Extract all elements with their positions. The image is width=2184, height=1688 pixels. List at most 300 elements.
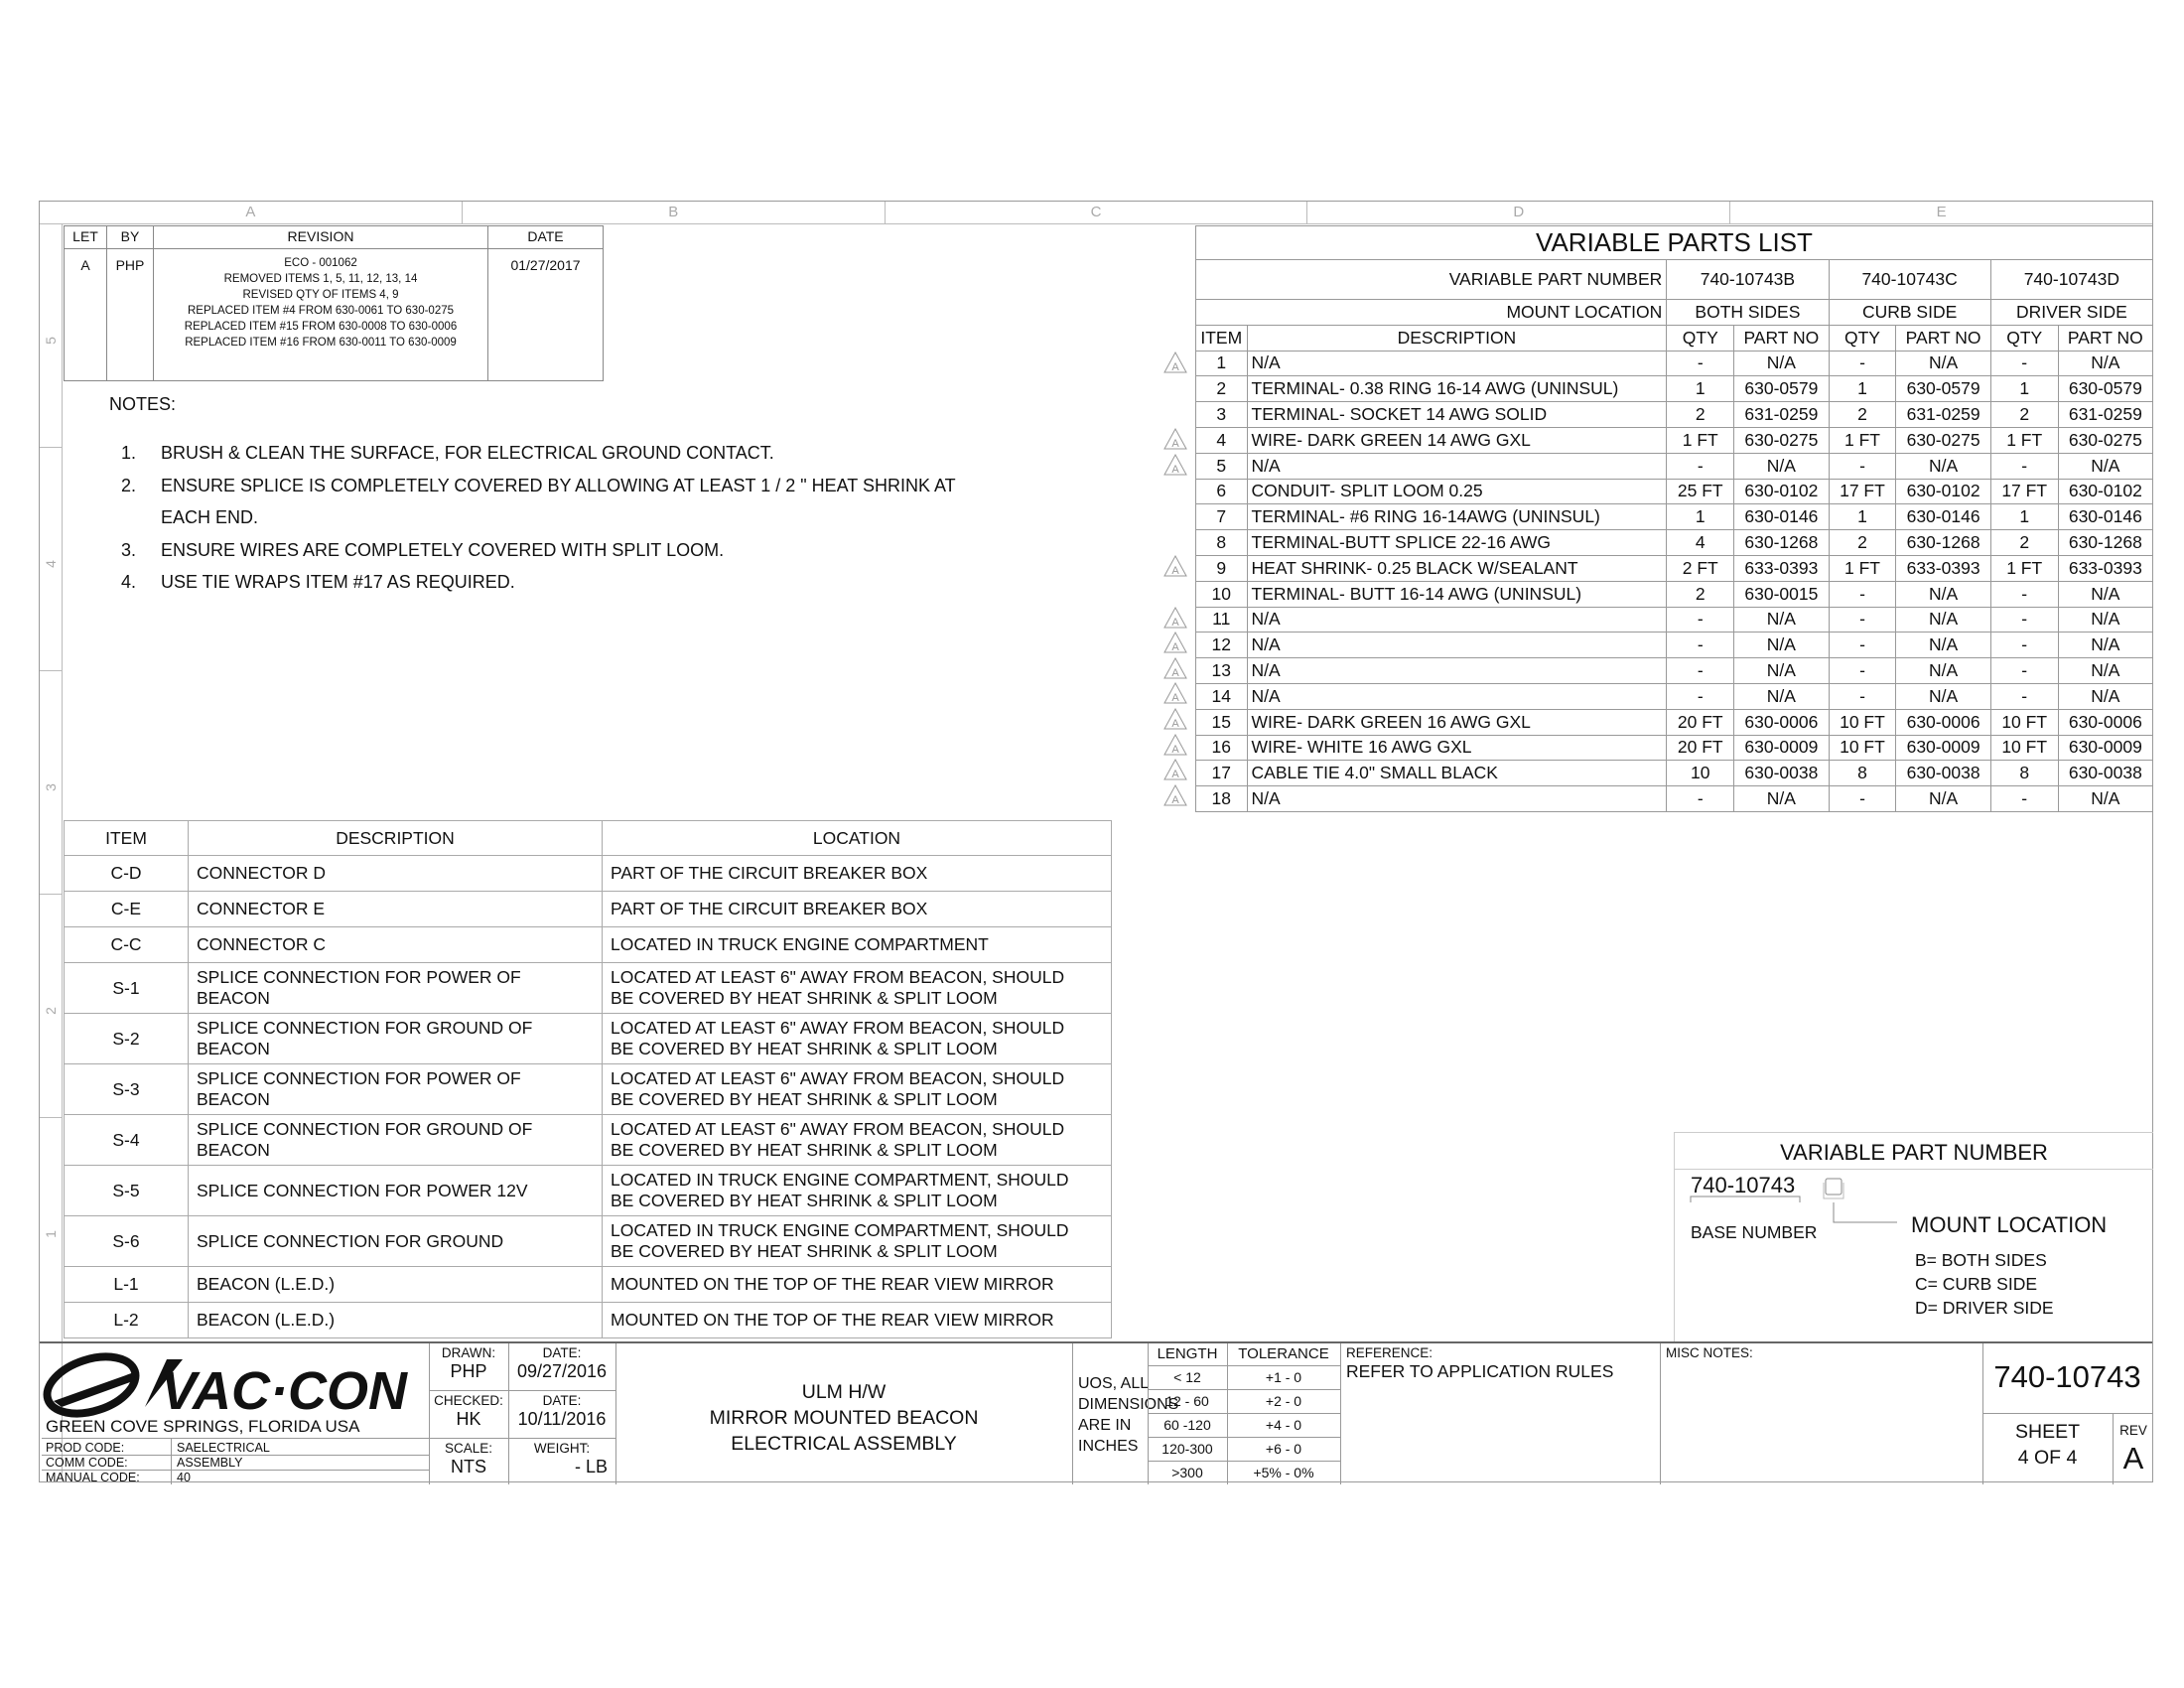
- vpl-item-number: 11: [1196, 607, 1248, 633]
- vpl-part-no: 633-0393: [1734, 555, 1829, 581]
- vpl-title: VARIABLE PARTS LIST: [1196, 226, 2153, 260]
- connection-table: [64, 820, 1112, 1338]
- conn-location: [603, 1303, 1112, 1338]
- vpl-part-no: 630-0146: [1734, 504, 1829, 530]
- vpl-col-part: PART NO: [1734, 325, 1829, 351]
- connection-row: [65, 856, 1112, 892]
- vpl-qty: -: [1990, 453, 2058, 479]
- delta-letter: A: [1171, 794, 1179, 807]
- vpl-row: [1196, 786, 2153, 812]
- vpl-item-number: 6: [1196, 479, 1248, 504]
- vpl-qty: -: [1990, 658, 2058, 684]
- vpl-item-description: TERMINAL- BUTT 16-14 AWG (UNINSUL): [1247, 581, 1667, 607]
- rule: [171, 1438, 172, 1484]
- units-line: UOS, ALL: [1078, 1375, 1150, 1392]
- conn-location-line: LOCATED AT LEAST 6" AWAY FROM BEACON, SHOULD: [611, 1068, 1065, 1088]
- conn-location-line: LOCATED AT LEAST 6" AWAY FROM BEACON, SHOULD: [611, 1119, 1065, 1139]
- conn-location-line: LOCATED IN TRUCK ENGINE COMPARTMENT, SHOULD: [611, 1170, 1069, 1190]
- conn-location: [603, 1014, 1112, 1064]
- vpl-part-no: 630-0038: [2058, 761, 2152, 786]
- drawing-title: [615, 1379, 1072, 1457]
- vpl-part-no: N/A: [1734, 658, 1829, 684]
- units-line: INCHES: [1078, 1438, 1139, 1455]
- zone-label: C: [886, 202, 1308, 223]
- conn-description: SPLICE CONNECTION FOR POWER OF BEACON: [189, 963, 603, 1014]
- conn-location-line: LOCATED IN TRUCK ENGINE COMPARTMENT: [611, 934, 989, 954]
- vpl-qty: 1: [1990, 504, 2058, 530]
- rule: [1148, 1365, 1340, 1366]
- vpl-qty: 2: [1667, 402, 1734, 428]
- vpl-part-no: N/A: [1896, 581, 1990, 607]
- vpl-col-qty: QTY: [1667, 325, 1734, 351]
- rev-date: 01/27/2017: [488, 249, 604, 381]
- vpl-qty: 1 FT: [1829, 555, 1896, 581]
- vpn-ml-title: MOUNT LOCATION: [1911, 1212, 2108, 1237]
- vpl-part-no: N/A: [1734, 786, 1829, 812]
- code-label: MANUAL CODE:: [46, 1471, 140, 1484]
- vpl-col-qty: QTY: [1829, 325, 1896, 351]
- rule: [42, 1438, 429, 1439]
- revision-delta-icon: [1163, 759, 1187, 780]
- vpl-part-no: 630-0009: [1896, 735, 1990, 761]
- vpl-item-description: TERMINAL-BUTT SPLICE 22-16 AWG: [1247, 530, 1667, 556]
- note-number: 4.: [121, 572, 137, 593]
- revision-delta-icon: [1163, 734, 1187, 756]
- code-label: PROD CODE:: [46, 1441, 125, 1455]
- vpl-part-no: N/A: [2058, 351, 2152, 376]
- rule: [429, 1390, 615, 1391]
- delta-letter: A: [1171, 743, 1179, 756]
- note-item: [121, 534, 956, 567]
- conn-location-line: PART OF THE CIRCUIT BREAKER BOX: [611, 899, 928, 918]
- vpl-qty: 2: [1829, 402, 1896, 428]
- vpl-part-no: N/A: [1734, 633, 1829, 658]
- rule: [2113, 1413, 2114, 1484]
- delta-letter: A: [1171, 666, 1179, 679]
- zone-label: 2: [43, 1007, 59, 1015]
- rev-header-by: BY: [107, 226, 154, 249]
- vpl-item-number: 4: [1196, 427, 1248, 453]
- conn-location: [603, 927, 1112, 963]
- zone-label: 1: [43, 1230, 59, 1238]
- vpl-part-no: N/A: [1896, 786, 1990, 812]
- vpl-qty: 20 FT: [1667, 709, 1734, 735]
- vpl-part-no: 630-0275: [1896, 427, 1990, 453]
- vpl-qty: 8: [1990, 761, 2058, 786]
- revision-delta-icon: [1163, 657, 1187, 679]
- revision-table: [64, 225, 604, 381]
- title-block: [40, 1341, 2152, 1484]
- conn-header-location: LOCATION: [603, 821, 1112, 856]
- rule: [1148, 1437, 1340, 1438]
- code-value: ASSEMBLY: [177, 1456, 243, 1470]
- vpl-part-no: 630-0102: [1896, 479, 1990, 504]
- vpl-qty: -: [1829, 453, 1896, 479]
- tol-value: +4 - 0: [1265, 1417, 1302, 1433]
- vpl-row: [1196, 427, 2153, 453]
- vpl-part-no: 631-0259: [1734, 402, 1829, 428]
- units-line: DIMENSIONS: [1078, 1396, 1179, 1413]
- zone-divider: [40, 670, 62, 671]
- vpl-row: [1196, 479, 2153, 504]
- vpl-part-no: 631-0259: [2058, 402, 2152, 428]
- vpl-part-no: N/A: [2058, 607, 2152, 633]
- delta-letter: A: [1171, 718, 1179, 731]
- vpl-part-no: N/A: [1896, 453, 1990, 479]
- note-text: ENSURE SPLICE IS COMPLETELY COVERED BY ALLOWING AT LEAST 1 / 2 " HEAT SHRINK AT: [161, 475, 956, 495]
- date-label: DATE:: [542, 1345, 582, 1360]
- vpl-item-description: WIRE- DARK GREEN 16 AWG GXL: [1247, 709, 1667, 735]
- vpl-qty: -: [1990, 351, 2058, 376]
- delta-letter: A: [1171, 565, 1179, 578]
- vpl-item-number: 7: [1196, 504, 1248, 530]
- vpl-part-no: N/A: [2058, 581, 2152, 607]
- conn-location-line: BE COVERED BY HEAT SHRINK & SPLIT LOOM: [611, 1241, 998, 1261]
- zone-ruler-left: [40, 223, 63, 1482]
- tol-header-tolerance: TOLERANCE: [1238, 1345, 1329, 1362]
- vpl-qty: 1 FT: [1990, 555, 2058, 581]
- variable-parts-list: [1195, 225, 2153, 812]
- misc-notes-label: MISC NOTES:: [1666, 1345, 1753, 1360]
- rule: [42, 1455, 429, 1456]
- rule: [1148, 1413, 1340, 1414]
- connection-row: [65, 1064, 1112, 1115]
- vpl-item-description: CABLE TIE 4.0" SMALL BLACK: [1247, 761, 1667, 786]
- tol-value: +5% - 0%: [1253, 1465, 1314, 1480]
- vpl-part-no: 633-0393: [2058, 555, 2152, 581]
- vpl-item-description: TERMINAL- #6 RING 16-14AWG (UNINSUL): [1247, 504, 1667, 530]
- date-label: DATE:: [542, 1393, 582, 1408]
- vpl-qty: -: [1829, 658, 1896, 684]
- vpl-qty: 20 FT: [1667, 735, 1734, 761]
- vpl-item-description: N/A: [1247, 786, 1667, 812]
- vpl-part-number: 740-10743B: [1667, 260, 1829, 300]
- delta-letter: A: [1171, 361, 1179, 373]
- rev-line: ECO - 001062: [284, 257, 357, 269]
- vpl-row: [1196, 555, 2153, 581]
- revision-delta-icon: [1163, 454, 1187, 476]
- delta-letter: A: [1171, 437, 1179, 450]
- conn-description: SPLICE CONNECTION FOR GROUND OF BEACON: [189, 1014, 603, 1064]
- conn-header-description: DESCRIPTION: [189, 821, 603, 856]
- vpl-item-number: 1: [1196, 351, 1248, 376]
- zone-label: 5: [43, 337, 59, 345]
- conn-item: S-3: [65, 1064, 189, 1115]
- conn-description: BEACON (L.E.D.): [189, 1303, 603, 1338]
- rule: [42, 1470, 429, 1471]
- company-city: GREEN COVE SPRINGS, FLORIDA USA: [46, 1417, 360, 1436]
- vpl-qty: 8: [1829, 761, 1896, 786]
- vpl-item-description: HEAT SHRINK- 0.25 BLACK W/SEALANT: [1247, 555, 1667, 581]
- vpl-part-no: 630-0038: [1896, 761, 1990, 786]
- tol-length: 120-300: [1161, 1441, 1213, 1457]
- vpl-qty: -: [1990, 581, 2058, 607]
- vpn-title: VARIABLE PART NUMBER: [1675, 1133, 2153, 1170]
- conn-description: BEACON (L.E.D.): [189, 1267, 603, 1303]
- conn-location: [603, 963, 1112, 1014]
- vpl-item-number: 12: [1196, 633, 1248, 658]
- vpl-col-part: PART NO: [1896, 325, 1990, 351]
- vpl-part-no: N/A: [1896, 607, 1990, 633]
- conn-location: [603, 1216, 1112, 1267]
- zone-divider: [40, 1117, 62, 1118]
- vpl-part-no: 630-0038: [1734, 761, 1829, 786]
- tol-header-length: LENGTH: [1157, 1345, 1218, 1362]
- vpl-part-no: N/A: [1896, 633, 1990, 658]
- conn-location-line: LOCATED IN TRUCK ENGINE COMPARTMENT, SHOULD: [611, 1220, 1069, 1240]
- revision-delta-icon: [1163, 708, 1187, 730]
- vpl-qty: 1 FT: [1990, 427, 2058, 453]
- vpl-qty: 10 FT: [1990, 735, 2058, 761]
- vpl-part-no: 633-0393: [1896, 555, 1990, 581]
- vpl-qty: -: [1667, 607, 1734, 633]
- code-label: COMM CODE:: [46, 1456, 128, 1470]
- sheet-value: 4 OF 4: [2017, 1447, 2078, 1469]
- vpl-qty: -: [1990, 683, 2058, 709]
- vpl-qty: -: [1829, 351, 1896, 376]
- vpl-part-no: 630-0579: [1896, 376, 1990, 402]
- conn-location-line: PART OF THE CIRCUIT BREAKER BOX: [611, 863, 928, 883]
- drawing-number: 740-10743: [1993, 1359, 2141, 1394]
- vpl-qty: 10 FT: [1990, 709, 2058, 735]
- checked-date: 10/11/2016: [517, 1409, 607, 1429]
- note-text-continued: EACH END.: [161, 507, 259, 528]
- note-text: USE TIE WRAPS ITEM #17 AS REQUIRED.: [161, 572, 515, 593]
- vpl-item-number: 10: [1196, 581, 1248, 607]
- vpl-qty: 2: [1990, 402, 2058, 428]
- note-item: [121, 437, 956, 470]
- drawn-date: 09/27/2016: [516, 1361, 608, 1381]
- vpl-part-no: N/A: [2058, 786, 2152, 812]
- weight-label: WEIGHT:: [533, 1441, 591, 1456]
- rev-let: A: [65, 249, 107, 381]
- vpl-row: [1196, 709, 2153, 735]
- vpl-row: [1196, 607, 2153, 633]
- vpl-qty: -: [1990, 633, 2058, 658]
- note-text: ENSURE WIRES ARE COMPLETELY COVERED WITH SPLIT LOOM.: [161, 539, 725, 560]
- vpl-qty: 17 FT: [1990, 479, 2058, 504]
- vpl-item-number: 16: [1196, 735, 1248, 761]
- rev-by: PHP: [107, 249, 154, 381]
- vpn-option: D= DRIVER SIDE: [1915, 1298, 2054, 1318]
- vpl-col-qty: QTY: [1990, 325, 2058, 351]
- vpl-item-description: WIRE- DARK GREEN 14 AWG GXL: [1247, 427, 1667, 453]
- conn-description: CONNECTOR C: [189, 927, 603, 963]
- vpl-qty: -: [1829, 633, 1896, 658]
- connection-row: [65, 1303, 1112, 1338]
- tol-value: +6 - 0: [1265, 1441, 1302, 1457]
- conn-description: CONNECTOR E: [189, 892, 603, 927]
- vpl-qty: 2: [1990, 530, 2058, 556]
- vpl-part-no: N/A: [1896, 658, 1990, 684]
- connection-row: [65, 892, 1112, 927]
- vpl-item-number: 2: [1196, 376, 1248, 402]
- conn-description: SPLICE CONNECTION FOR POWER 12V: [189, 1166, 603, 1216]
- note-item: [121, 470, 956, 502]
- vpn-options: [1915, 1248, 2054, 1320]
- rule: [1982, 1413, 2152, 1414]
- tol-length: >300: [1171, 1465, 1203, 1480]
- vpl-item-description: TERMINAL- 0.38 RING 16-14 AWG (UNINSUL): [1247, 376, 1667, 402]
- revision-delta-icon: [1163, 784, 1187, 806]
- rule: [429, 1438, 615, 1439]
- title-line: ELECTRICAL ASSEMBLY: [731, 1433, 957, 1455]
- vpl-item-description: N/A: [1247, 351, 1667, 376]
- note-item: [121, 501, 956, 534]
- vpl-item-number: 13: [1196, 658, 1248, 684]
- connection-row: [65, 1216, 1112, 1267]
- vpl-part-no: N/A: [1734, 453, 1829, 479]
- vpl-part-no: N/A: [1896, 351, 1990, 376]
- rule: [1660, 1343, 1661, 1484]
- vpl-item-description: CONDUIT- SPLIT LOOM 0.25: [1247, 479, 1667, 504]
- scale-value: NTS: [451, 1457, 486, 1477]
- delta-letter: A: [1171, 616, 1179, 629]
- vpl-part-no: 630-0275: [2058, 427, 2152, 453]
- conn-location-line: BE COVERED BY HEAT SHRINK & SPLIT LOOM: [611, 1191, 998, 1210]
- conn-location-line: LOCATED AT LEAST 6" AWAY FROM BEACON, SHOULD: [611, 967, 1065, 987]
- vpl-qty: -: [1829, 607, 1896, 633]
- notes-title: NOTES:: [109, 394, 177, 414]
- vpl-row: [1196, 658, 2153, 684]
- note-number: 2.: [121, 475, 137, 495]
- vpl-qty: -: [1829, 683, 1896, 709]
- rev-description: [154, 249, 488, 381]
- vpn-base: 740-10743: [1691, 1173, 1796, 1197]
- connection-row: [65, 1115, 1112, 1166]
- conn-location-line: BE COVERED BY HEAT SHRINK & SPLIT LOOM: [611, 988, 998, 1008]
- vpn-base-label: BASE NUMBER: [1691, 1222, 1818, 1242]
- code-value: 40: [177, 1471, 191, 1484]
- vpl-part-no: N/A: [2058, 633, 2152, 658]
- vpl-qty: 1: [1990, 376, 2058, 402]
- vpl-part-no: N/A: [2058, 453, 2152, 479]
- rule: [1072, 1343, 1073, 1484]
- zone-label: A: [40, 202, 463, 223]
- vpl-row: [1196, 735, 2153, 761]
- vpl-location: BOTH SIDES: [1667, 300, 1829, 326]
- conn-item: L-2: [65, 1303, 189, 1338]
- vpl-part-no: 630-1268: [2058, 530, 2152, 556]
- vpl-part-no: N/A: [1734, 351, 1829, 376]
- checked-label: CHECKED:: [434, 1393, 503, 1408]
- vpl-part-no: N/A: [2058, 658, 2152, 684]
- vpl-part-number: 740-10743C: [1829, 260, 1990, 300]
- conn-location: [603, 892, 1112, 927]
- conn-location-line: BE COVERED BY HEAT SHRINK & SPLIT LOOM: [611, 1140, 998, 1160]
- vpl-row: [1196, 683, 2153, 709]
- codes-values: [177, 1441, 270, 1485]
- vpl-qty: -: [1667, 453, 1734, 479]
- note-number: 1.: [121, 443, 137, 463]
- conn-item: C-D: [65, 856, 189, 892]
- vpl-part-no: 630-1268: [1734, 530, 1829, 556]
- reference-label: REFERENCE:: [1346, 1345, 1433, 1360]
- vpl-part-no: N/A: [1734, 683, 1829, 709]
- conn-description: SPLICE CONNECTION FOR GROUND: [189, 1216, 603, 1267]
- vpl-part-no: 630-0009: [2058, 735, 2152, 761]
- vpl-item-number: 17: [1196, 761, 1248, 786]
- zone-divider: [40, 447, 62, 448]
- vpn-option: C= CURB SIDE: [1915, 1274, 2038, 1294]
- conn-item: S-6: [65, 1216, 189, 1267]
- vpl-part-no: 630-0102: [1734, 479, 1829, 504]
- vpl-part-no: N/A: [1896, 683, 1990, 709]
- vpl-col-part: PART NO: [2058, 325, 2152, 351]
- conn-item: S-4: [65, 1115, 189, 1166]
- vpl-qty: 10 FT: [1829, 735, 1896, 761]
- conn-item: C-C: [65, 927, 189, 963]
- vpl-qty: -: [1990, 607, 2058, 633]
- connection-row: [65, 1166, 1112, 1216]
- revision-delta-icon: [1163, 352, 1187, 373]
- vpl-qty: -: [1667, 351, 1734, 376]
- vpl-part-no: 630-0146: [2058, 504, 2152, 530]
- variable-part-number-key: [1674, 1132, 2153, 1341]
- conn-header-item: ITEM: [65, 821, 189, 856]
- conn-item: C-E: [65, 892, 189, 927]
- vpl-qty: -: [1667, 786, 1734, 812]
- title-line: ULM H/W: [801, 1381, 887, 1403]
- rev-label: REV: [2119, 1423, 2147, 1438]
- logo-text: VAC·CON: [161, 1361, 407, 1421]
- conn-item: S-1: [65, 963, 189, 1014]
- vpl-item-description: WIRE- WHITE 16 AWG GXL: [1247, 735, 1667, 761]
- vpl-location: CURB SIDE: [1829, 300, 1990, 326]
- rev-line: REMOVED ITEMS 1, 5, 11, 12, 13, 14: [223, 273, 418, 285]
- vpl-item-description: N/A: [1247, 683, 1667, 709]
- vpl-part-no: 630-1268: [1896, 530, 1990, 556]
- conn-description: SPLICE CONNECTION FOR POWER OF BEACON: [189, 1064, 603, 1115]
- vpl-qty: -: [1829, 581, 1896, 607]
- vpl-part-no: 630-0009: [1734, 735, 1829, 761]
- vpl-qty: 10 FT: [1829, 709, 1896, 735]
- vpl-row: [1196, 402, 2153, 428]
- vpl-qty: 1: [1667, 376, 1734, 402]
- vpl-part-no: 630-0006: [1896, 709, 1990, 735]
- zone-label: 4: [43, 560, 59, 568]
- revision-delta-icon: [1163, 555, 1187, 577]
- conn-item: L-1: [65, 1267, 189, 1303]
- vpl-part-no: 630-0006: [1734, 709, 1829, 735]
- vpl-qty: 1: [1829, 504, 1896, 530]
- vpl-item-number: 18: [1196, 786, 1248, 812]
- conn-description: CONNECTOR D: [189, 856, 603, 892]
- vpl-part-no: 630-0146: [1896, 504, 1990, 530]
- rule: [1340, 1343, 1341, 1484]
- delta-letter: A: [1171, 769, 1179, 781]
- rev-line: REPLACED ITEM #15 FROM 630-0008 TO 630-0006: [184, 321, 458, 333]
- vpl-row: [1196, 581, 2153, 607]
- revision-delta-icon: [1163, 632, 1187, 653]
- connection-row: [65, 1267, 1112, 1303]
- tol-value: +2 - 0: [1265, 1393, 1302, 1409]
- units-line: ARE IN: [1078, 1417, 1132, 1434]
- weight-value: - LB: [574, 1457, 608, 1477]
- rule: [1148, 1461, 1340, 1462]
- vpl-qty: 1: [1829, 376, 1896, 402]
- vpl-part-number: 740-10743D: [1990, 260, 2152, 300]
- tol-length: 12 - 60: [1165, 1393, 1209, 1409]
- vpl-item-description: N/A: [1247, 658, 1667, 684]
- vpl-part-no: 631-0259: [1896, 402, 1990, 428]
- tol-value: +1 - 0: [1265, 1369, 1302, 1385]
- vpl-row: [1196, 351, 2153, 376]
- conn-description: SPLICE CONNECTION FOR GROUND OF BEACON: [189, 1115, 603, 1166]
- vpl-part-no: 630-0015: [1734, 581, 1829, 607]
- delta-letter: A: [1171, 641, 1179, 654]
- scale-label: SCALE:: [444, 1441, 493, 1456]
